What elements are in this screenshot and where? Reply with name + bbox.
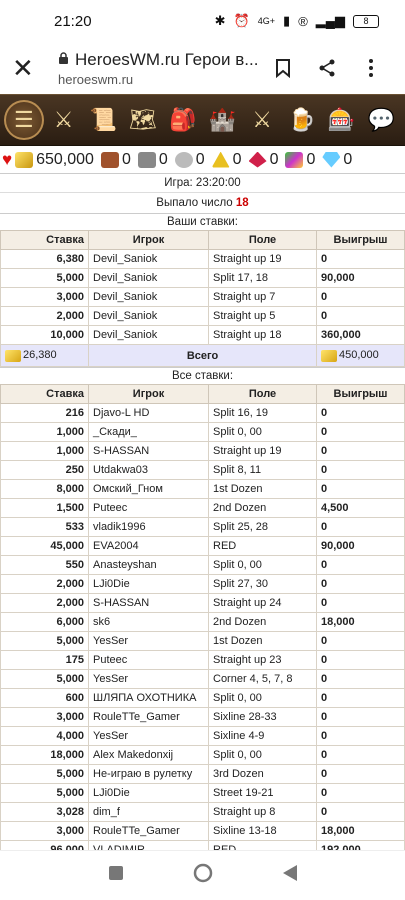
sulfur-icon: [212, 152, 230, 168]
header-field: Поле: [209, 385, 317, 404]
header-stake: Ставка: [1, 231, 89, 250]
stake-cell: 3,000: [1, 822, 89, 841]
field-cell: Straight up 7: [209, 288, 317, 307]
stake-cell: 4,000: [1, 727, 89, 746]
header-player: Игрок: [89, 385, 209, 404]
header-win: Выигрыш: [317, 385, 405, 404]
total-stake: 26,380: [23, 349, 57, 362]
win-cell: 0: [317, 651, 405, 670]
win-cell: 0: [317, 307, 405, 326]
crystal-icon: [249, 152, 267, 168]
field-cell: Sixline 4-9: [209, 727, 317, 746]
table-row: [1, 803, 405, 822]
ore-amount: 0: [158, 150, 168, 168]
stake-cell: 216: [1, 404, 89, 423]
lock-icon: [58, 50, 69, 70]
table-row: [1, 499, 405, 518]
bookmark-icon[interactable]: [261, 58, 305, 78]
resources-bar: [0, 146, 405, 174]
field-cell: Street 19-21: [209, 784, 317, 803]
all-bets-table: [0, 384, 405, 860]
header-win: Выигрыш: [317, 231, 405, 250]
field-cell: Split 27, 30: [209, 575, 317, 594]
home-icon[interactable]: [193, 863, 213, 888]
status-bar: [0, 0, 405, 42]
stake-cell: 175: [1, 651, 89, 670]
stake-cell: 5,000: [1, 269, 89, 288]
all-bets-caption: Все ставки:: [0, 367, 405, 384]
stake-cell: 250: [1, 461, 89, 480]
win-cell: 0: [317, 480, 405, 499]
win-cell: 0: [317, 404, 405, 423]
stake-cell: 1,000: [1, 423, 89, 442]
table-row: [1, 556, 405, 575]
stake-cell: 5,000: [1, 765, 89, 784]
stake-cell: 600: [1, 689, 89, 708]
table-row: [1, 461, 405, 480]
wood-amount: 0: [121, 150, 131, 168]
stake-cell: 550: [1, 556, 89, 575]
gems-amount: 0: [306, 150, 316, 168]
stake-cell: 5,000: [1, 784, 89, 803]
win-cell: 0: [317, 250, 405, 269]
diamond-amount: 0: [343, 150, 353, 168]
win-cell: 0: [317, 288, 405, 307]
table-row: [1, 727, 405, 746]
stake-cell: 3,000: [1, 288, 89, 307]
field-cell: Sixline 13-18: [209, 822, 317, 841]
stake-cell: 533: [1, 518, 89, 537]
battery-icon: 8: [353, 15, 379, 28]
table-row: [1, 326, 405, 345]
sulfur-amount: 0: [232, 150, 242, 168]
your-bets-caption: Ваши ставки:: [0, 213, 405, 230]
player-cell[interactable]: Devil_Saniok: [89, 250, 209, 269]
win-cell: 0: [317, 670, 405, 689]
player-cell[interactable]: sk6: [89, 613, 209, 632]
win-cell: 18,000: [317, 822, 405, 841]
field-cell: Split 8, 11: [209, 461, 317, 480]
player-cell[interactable]: S-HASSAN: [89, 442, 209, 461]
player-cell[interactable]: EVA2004: [89, 537, 209, 556]
field-cell: Split 25, 28: [209, 518, 317, 537]
table-row: [1, 575, 405, 594]
more-options-icon[interactable]: [349, 58, 393, 78]
win-cell: 90,000: [317, 269, 405, 288]
android-nav-bar: [0, 850, 405, 900]
diamond-icon: [322, 152, 340, 168]
mercury-amount: 0: [195, 150, 205, 168]
field-cell: Straight up 19: [209, 250, 317, 269]
stake-cell: 2,000: [1, 575, 89, 594]
castle-icon[interactable]: 🏰: [208, 107, 237, 132]
alarm-icon: ⏰: [233, 13, 250, 28]
win-cell: 0: [317, 765, 405, 784]
field-cell: 1st Dozen: [209, 632, 317, 651]
tavern-icon[interactable]: 🍺: [288, 107, 316, 132]
player-cell[interactable]: Puteec: [89, 499, 209, 518]
player-cell[interactable]: Puteec: [89, 651, 209, 670]
table-row: [1, 288, 405, 307]
win-cell: 0: [317, 461, 405, 480]
stake-cell: 18,000: [1, 746, 89, 765]
header-field: Поле: [209, 231, 317, 250]
stake-cell: 3,000: [1, 708, 89, 727]
win-cell: 0: [317, 556, 405, 575]
player-cell[interactable]: Djavo-L HD: [89, 404, 209, 423]
header-player: Игрок: [89, 231, 209, 250]
crossed-swords-icon[interactable]: ⚔: [252, 107, 272, 132]
table-row: [1, 822, 405, 841]
player-cell[interactable]: dim_f: [89, 803, 209, 822]
table-row: [1, 442, 405, 461]
player-cell[interactable]: Не-играю в рулетку: [89, 765, 209, 784]
field-cell: Straight up 18: [209, 326, 317, 345]
result-number: 18: [235, 197, 249, 209]
stake-cell: 2,000: [1, 594, 89, 613]
field-cell: 3rd Dozen: [209, 765, 317, 784]
header-stake: Ставка: [1, 385, 89, 404]
table-row: [1, 784, 405, 803]
network-label: 4G+: [257, 16, 276, 26]
total-win: 450,000: [339, 349, 379, 362]
field-cell: Straight up 24: [209, 594, 317, 613]
result-line: [0, 192, 405, 213]
player-cell[interactable]: LJi0Die: [89, 784, 209, 803]
table-row: [1, 651, 405, 670]
roulette-icon[interactable]: 🎰: [327, 107, 356, 132]
field-cell: Straight up 19: [209, 442, 317, 461]
crystal-amount: 0: [269, 150, 279, 168]
gems-icon: [285, 152, 303, 168]
close-icon[interactable]: ✕: [12, 53, 34, 83]
win-cell: 0: [317, 708, 405, 727]
player-cell[interactable]: ШЛЯПА ОХОТНИКА: [89, 689, 209, 708]
field-cell: Split 16, 19: [209, 404, 317, 423]
backpack-icon[interactable]: 🎒: [168, 107, 197, 132]
field-cell: 2nd Dozen: [209, 613, 317, 632]
stake-cell: 1,500: [1, 499, 89, 518]
player-cell[interactable]: S-HASSAN: [89, 594, 209, 613]
field-cell: Straight up 8: [209, 803, 317, 822]
table-row: [1, 480, 405, 499]
stake-cell: 45,000: [1, 537, 89, 556]
bluetooth-icon: ✱: [214, 13, 226, 28]
table-row: [1, 307, 405, 326]
stake-cell: 8,000: [1, 480, 89, 499]
clock: 21:20: [54, 12, 92, 30]
win-cell: 18,000: [317, 613, 405, 632]
table-row: [1, 746, 405, 765]
stake-cell: 1,000: [1, 442, 89, 461]
total-label: Всего: [89, 345, 317, 367]
menu-icon[interactable]: ☰: [4, 100, 44, 140]
field-cell: Sixline 28-33: [209, 708, 317, 727]
table-row: [1, 518, 405, 537]
game-nav: [0, 94, 405, 146]
table-row: [1, 423, 405, 442]
table-row: [1, 613, 405, 632]
win-cell: 0: [317, 423, 405, 442]
table-row: [1, 269, 405, 288]
win-cell: 0: [317, 632, 405, 651]
game-time: Игра: 23:20:00: [164, 177, 241, 189]
gold-amount: 650,000: [36, 150, 94, 168]
player-cell[interactable]: Alex Makedonxij: [89, 746, 209, 765]
field-cell: Straight up 5: [209, 307, 317, 326]
result-label: Выпало число: [156, 197, 233, 209]
player-cell[interactable]: RouleTTe_Gamer: [89, 708, 209, 727]
field-cell: Corner 4, 5, 7, 8: [209, 670, 317, 689]
field-cell: Split 17, 18: [209, 269, 317, 288]
stake-cell: 6,000: [1, 613, 89, 632]
share-icon[interactable]: [305, 58, 349, 78]
table-row: [1, 708, 405, 727]
stake-cell: 2,000: [1, 307, 89, 326]
stake-cell: 5,000: [1, 632, 89, 651]
recent-apps-icon[interactable]: [109, 866, 123, 885]
table-row: [1, 594, 405, 613]
gold-icon: [321, 350, 337, 362]
page-title: HeroesWM.ru Герои в...: [75, 49, 259, 69]
player-cell[interactable]: YesSer: [89, 632, 209, 651]
player-cell[interactable]: Anasteyshan: [89, 556, 209, 575]
win-cell: 0: [317, 803, 405, 822]
win-cell: 0: [317, 442, 405, 461]
mercury-icon: [175, 152, 193, 168]
win-cell: 0: [317, 518, 405, 537]
registered-icon: ®: [298, 13, 308, 29]
player-cell[interactable]: _Скади_: [89, 423, 209, 442]
signal-strength-icon: ▂▄▆: [315, 13, 345, 28]
total-row: [1, 345, 405, 367]
field-cell: Split 0, 00: [209, 423, 317, 442]
field-cell: Split 0, 00: [209, 556, 317, 575]
wood-icon: [101, 152, 119, 168]
win-cell: 90,000: [317, 537, 405, 556]
gold-icon: [5, 350, 21, 362]
player-cell[interactable]: Devil_Saniok: [89, 288, 209, 307]
table-row: [1, 632, 405, 651]
stake-cell: 10,000: [1, 326, 89, 345]
ore-icon: [138, 152, 156, 168]
total-win-cell: [317, 345, 405, 367]
player-cell[interactable]: YesSer: [89, 670, 209, 689]
stake-cell: 6,380: [1, 250, 89, 269]
player-cell[interactable]: Devil_Saniok: [89, 269, 209, 288]
table-row: [1, 537, 405, 556]
field-cell: Split 0, 00: [209, 689, 317, 708]
map-scroll-icon[interactable]: 📜: [89, 107, 117, 132]
player-cell[interactable]: vladik1996: [89, 518, 209, 537]
win-cell: 0: [317, 575, 405, 594]
table-header: [1, 385, 405, 404]
field-cell: Straight up 23: [209, 651, 317, 670]
field-cell: 1st Dozen: [209, 480, 317, 499]
field-cell: Split 0, 00: [209, 746, 317, 765]
treasure-map-icon[interactable]: 🗺: [129, 107, 157, 132]
your-bets-table: [0, 230, 405, 367]
player-cell[interactable]: Utdakwa03: [89, 461, 209, 480]
table-row: [1, 250, 405, 269]
win-cell: 0: [317, 746, 405, 765]
win-cell: 0: [317, 727, 405, 746]
table-row: [1, 404, 405, 423]
player-cell[interactable]: YesSer: [89, 727, 209, 746]
chat-icon[interactable]: 💬: [367, 107, 395, 132]
player-cell[interactable]: LJi0Die: [89, 575, 209, 594]
signal-icon: ▮: [283, 13, 291, 28]
player-cell[interactable]: Омский_Гном: [89, 480, 209, 499]
player-cell[interactable]: Devil_Saniok: [89, 326, 209, 345]
win-cell: 4,500: [317, 499, 405, 518]
field-cell: 2nd Dozen: [209, 499, 317, 518]
health-icon: ♥: [2, 149, 13, 169]
knight-icon[interactable]: ⚔: [53, 107, 74, 132]
field-cell: RED: [209, 537, 317, 556]
table-row: [1, 765, 405, 784]
gold-icon: [15, 152, 33, 168]
win-cell: 360,000: [317, 326, 405, 345]
total-stake-cell: [1, 345, 89, 367]
url-area[interactable]: [58, 50, 261, 87]
player-cell[interactable]: RouleTTe_Gamer: [89, 822, 209, 841]
table-header: [1, 231, 405, 250]
back-icon[interactable]: [283, 865, 297, 886]
stake-cell: 5,000: [1, 670, 89, 689]
table-row: [1, 689, 405, 708]
player-cell[interactable]: Devil_Saniok: [89, 307, 209, 326]
win-cell: 0: [317, 594, 405, 613]
win-cell: 0: [317, 784, 405, 803]
stake-cell: 3,028: [1, 803, 89, 822]
page-domain: heroeswm.ru: [58, 71, 134, 87]
browser-toolbar: [0, 42, 405, 94]
win-cell: 0: [317, 689, 405, 708]
table-row: [1, 670, 405, 689]
